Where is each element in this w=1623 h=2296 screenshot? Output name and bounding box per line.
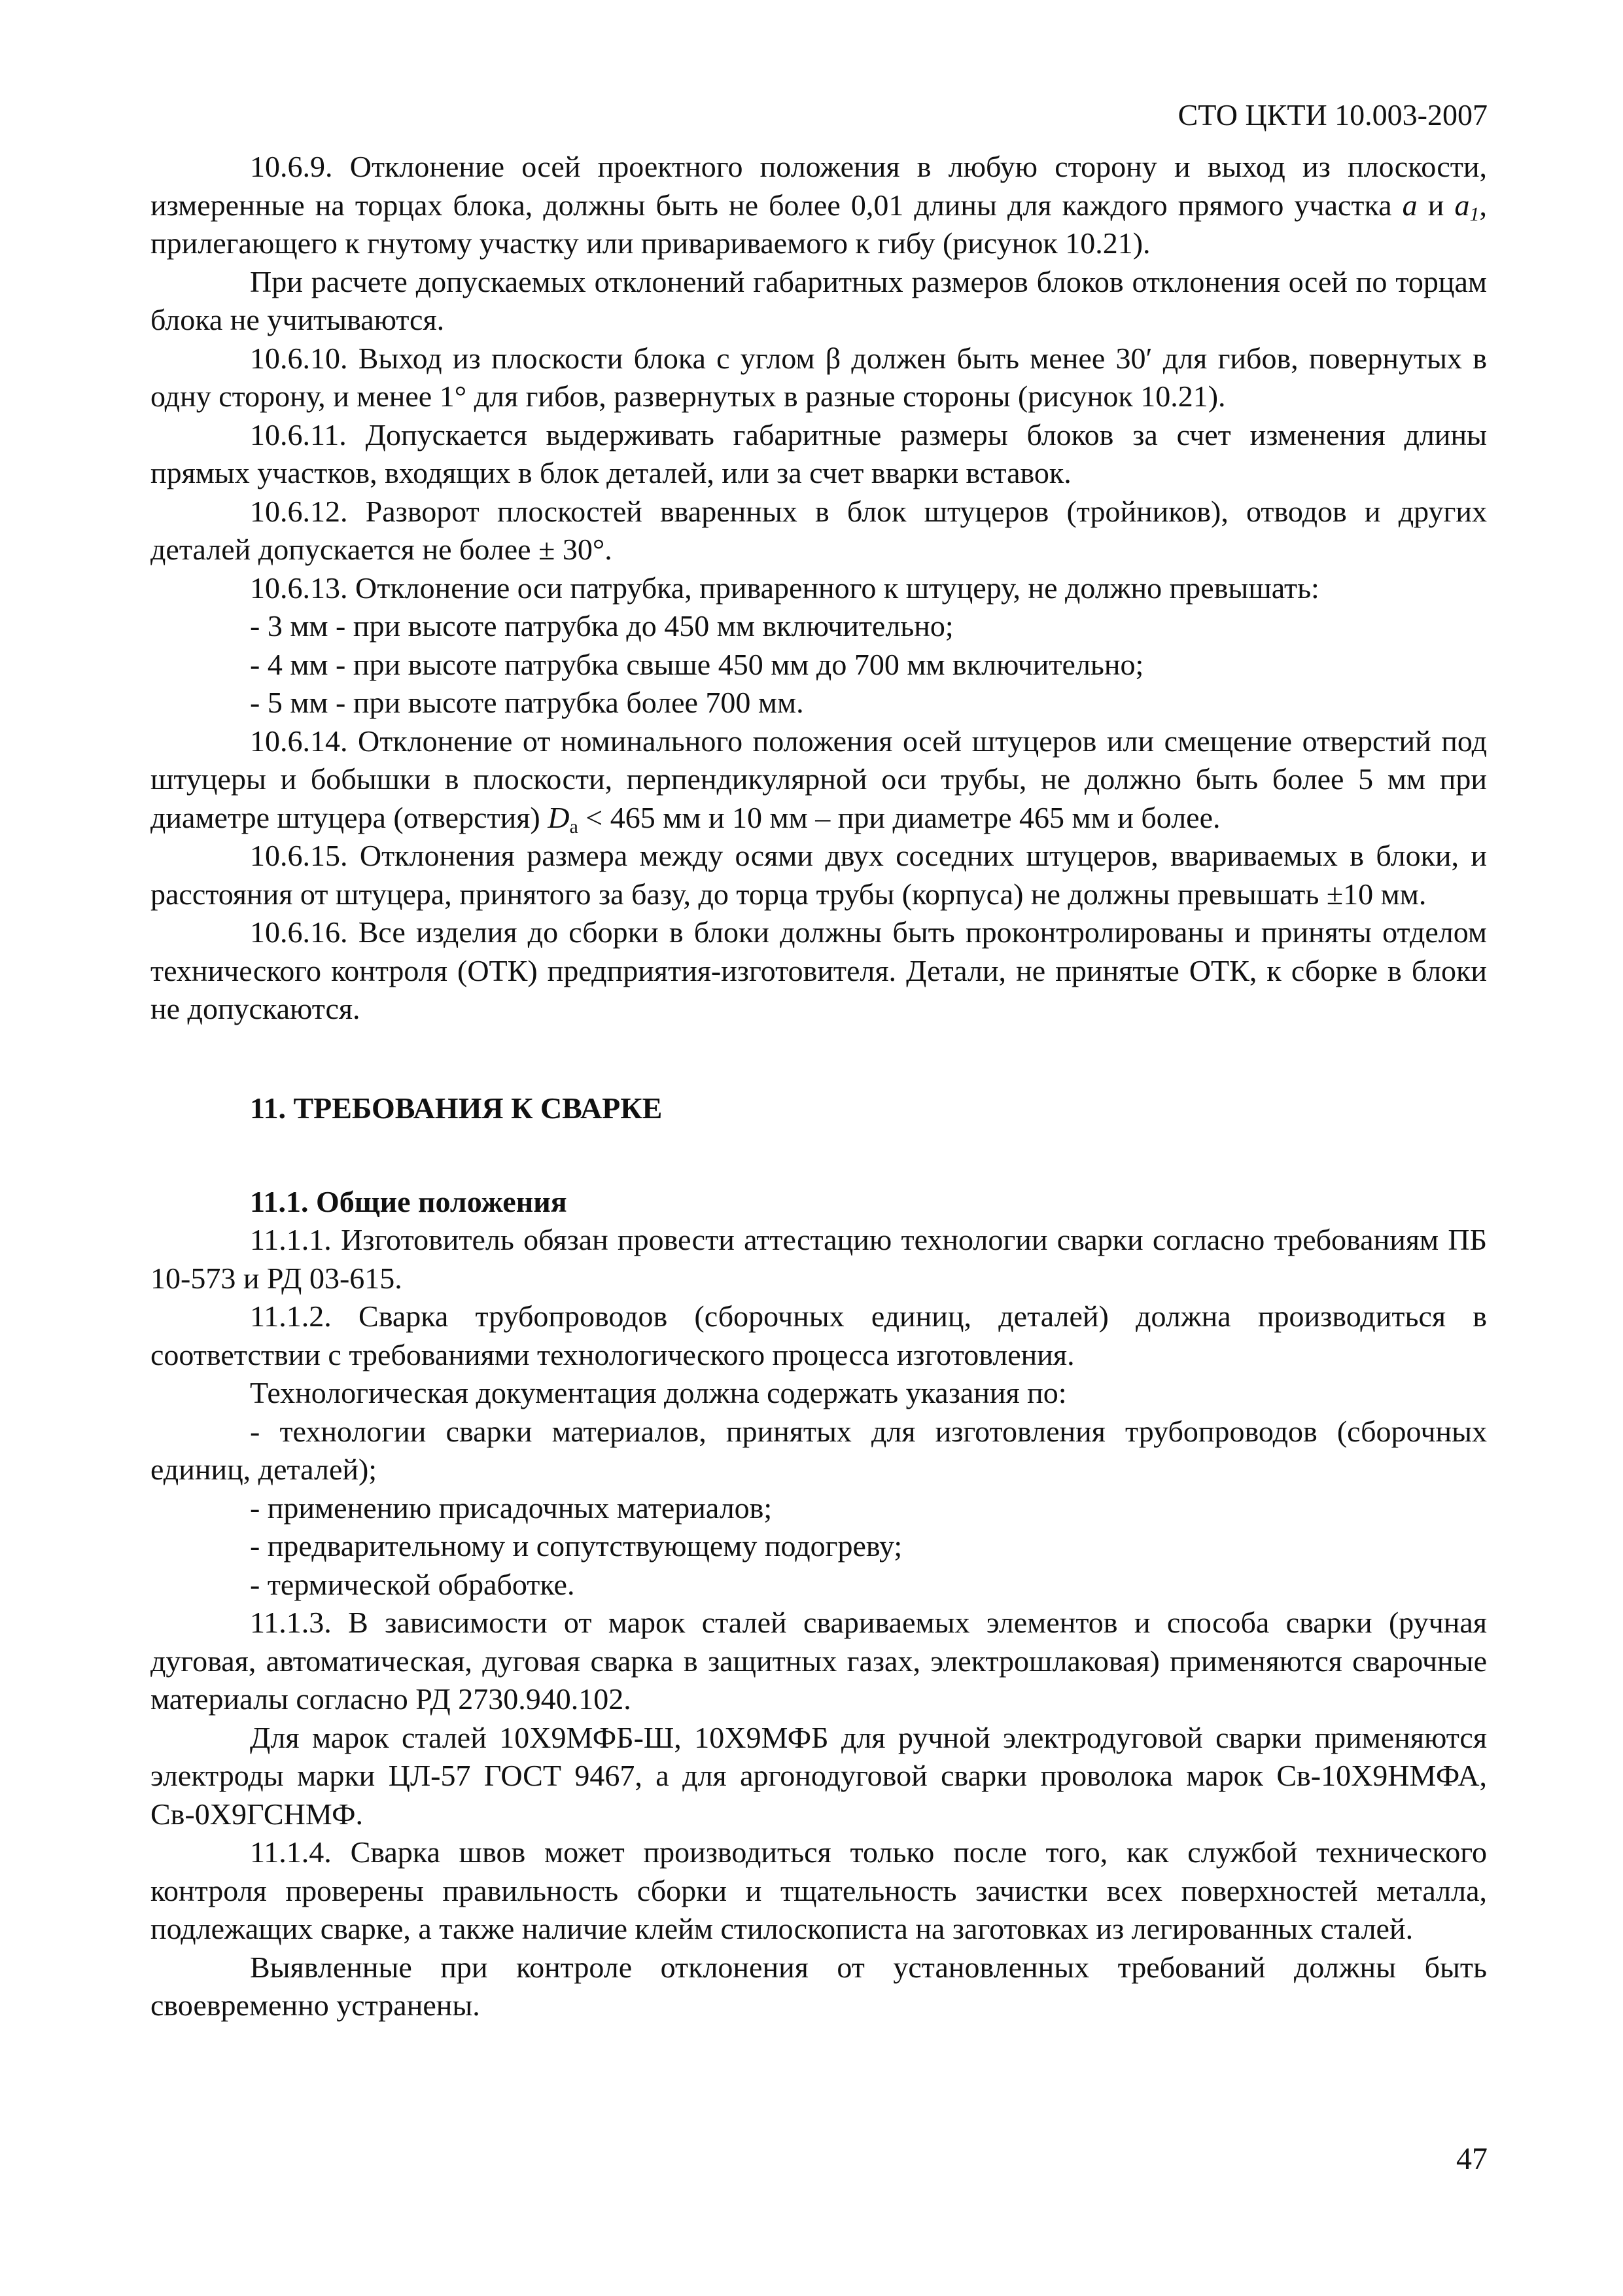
paragraph-calc-note: При расчете допускаемых отклонений габаритных размеров блоков отклонения осей по торцам блока не учитываются. <box>150 264 1487 336</box>
variable-base: a <box>1454 188 1470 222</box>
list-item: - 5 мм - при высоте патрубка более 700 мм. <box>250 686 804 719</box>
paragraph-text: 10.6.14. Отклонение от номинального положения осей штуцеров или смещение отверстий под штуцеры и бобышки в плоскости, перпендикулярной оси трубы, не должно быть более 5 мм при диаметре штуцера (отверстия) <box>150 724 1487 834</box>
list-item: - 4 мм - при высоте патрубка свыше 450 мм до 700 мм включительно; <box>250 647 1144 681</box>
variable-a: a <box>1402 188 1418 222</box>
variable-subscript: 1 <box>1469 203 1480 225</box>
paragraph-10-6-16: 10.6.16. Все изделия до сборки в блоки должны быть проконтролированы и приняты отделом технического контроля (ОТК) предприятия-изготовителя. Детали, не принятые ОТК, к сборке в блоки не допускаются. <box>150 915 1487 1025</box>
paragraph-text: 10.6.9. Отклонение осей проектного положения в любую сторону и выход из плоскости, измеренные на торцах блока, должны быть не более 0,01 длины для каждого прямого участка <box>150 150 1487 222</box>
paragraph-steel-grades: Для марок сталей 10Х9МФБ-Ш, 10Х9МФБ для ручной электродуговой сварки применяются электроды марки ЦЛ-57 ГОСТ 9467, а для аргонодуговой сварки проволока марок Св-10Х9НМФА, Св-0Х9ГСНМФ. <box>150 1720 1487 1831</box>
paragraph-10-6-11: 10.6.11. Допускается выдерживать габаритные размеры блоков за счет изменения длины прямых участков, входящих в блок деталей, или за счет вварки вставок. <box>150 417 1487 489</box>
list-item: - предварительному и сопутствующему подогреву; <box>250 1529 903 1563</box>
list-item: - применению присадочных материалов; <box>250 1491 773 1525</box>
paragraph-detected-deviations: Выявленные при контроле отклонения от установленных требований должны быть своевременно устранены. <box>150 1950 1487 2022</box>
paragraph-text: , прилегающего к гнутому участку или привариваемого к гибу (рисунок 10.21). <box>150 188 1487 260</box>
page-content <box>150 148 1487 2025</box>
variable-da <box>548 801 569 834</box>
variable-subscript: a <box>569 815 578 838</box>
paragraph-10-6-12: 10.6.12. Разворот плоскостей вваренных в блок штуцеров (тройников), отводов и других деталей допускается не более ± 30°. <box>150 494 1487 566</box>
paragraph-11-1-3: 11.1.3. В зависимости от марок сталей свариваемых элементов и способа сварки (ручная дуговая, автоматическая, дуговая сварка в защитных газах, электрошлаковая) применяются сварочные материалы согласно РД 2730.940.102. <box>150 1606 1487 1716</box>
document-code-header: СТО ЦКТИ 10.003-2007 <box>1178 98 1488 132</box>
list-item: - термической обработке. <box>250 1567 575 1601</box>
paragraph-11-1-2: 11.1.2. Сварка трубопроводов (сборочных единиц, деталей) должна производиться в соответствии с требованиями технологического процесса изготовления. <box>150 1299 1487 1371</box>
page-number: 47 <box>1456 2142 1488 2176</box>
paragraph-10-6-14 <box>150 722 1487 838</box>
paragraph-11-1-1: 11.1.1. Изготовитель обязан провести аттестацию технологии сварки согласно требованиям ПБ 10-573 и РД 03-615. <box>150 1223 1487 1295</box>
paragraph-10-6-10: 10.6.10. Выход из плоскости блока с углом β должен быть менее 30′ для гибов, повернутых в одну сторону, и менее 1° для гибов, развернутых в разные стороны (рисунок 10.21). <box>150 341 1487 413</box>
paragraph-tech-doc: Технологическая документация должна содержать указания по: <box>250 1376 1067 1409</box>
paragraph-10-6-15: 10.6.15. Отклонения размера между осями двух соседних штуцеров, ввариваемых в блоки, и расстояния от штуцера, принятого за базу, до торца трубы (корпуса) не должны превышать ±10 мм. <box>150 839 1487 911</box>
variable-a1 <box>1454 188 1480 225</box>
variable-base: D <box>548 800 570 834</box>
paragraph-10-6-9 <box>150 148 1487 263</box>
paragraph-text: < 465 мм и 10 мм – при диаметре 465 мм и более. <box>578 800 1221 834</box>
list-item: - 3 мм - при высоте патрубка до 450 мм включительно; <box>250 609 954 643</box>
section-title: 11. ТРЕБОВАНИЯ К СВАРКЕ <box>250 1091 663 1125</box>
paragraph-text: и <box>1417 188 1455 222</box>
paragraph-11-1-4: 11.1.4. Сварка швов может производиться только после того, как службой технического контроля проверены правильность сборки и тщательность зачистки всех поверхностей металла, подлежащих сварке, а также наличие клейм стилоскописта на заготовках из легированных сталей. <box>150 1835 1487 1945</box>
subsection-title: 11.1. Общие положения <box>250 1184 567 1218</box>
list-item: - технологии сварки материалов, принятых для изготовления трубопроводов (сборочных единиц, деталей); <box>150 1414 1487 1486</box>
paragraph-10-6-13: 10.6.13. Отклонение оси патрубка, приваренного к штуцеру, не должно превышать: <box>250 571 1319 605</box>
